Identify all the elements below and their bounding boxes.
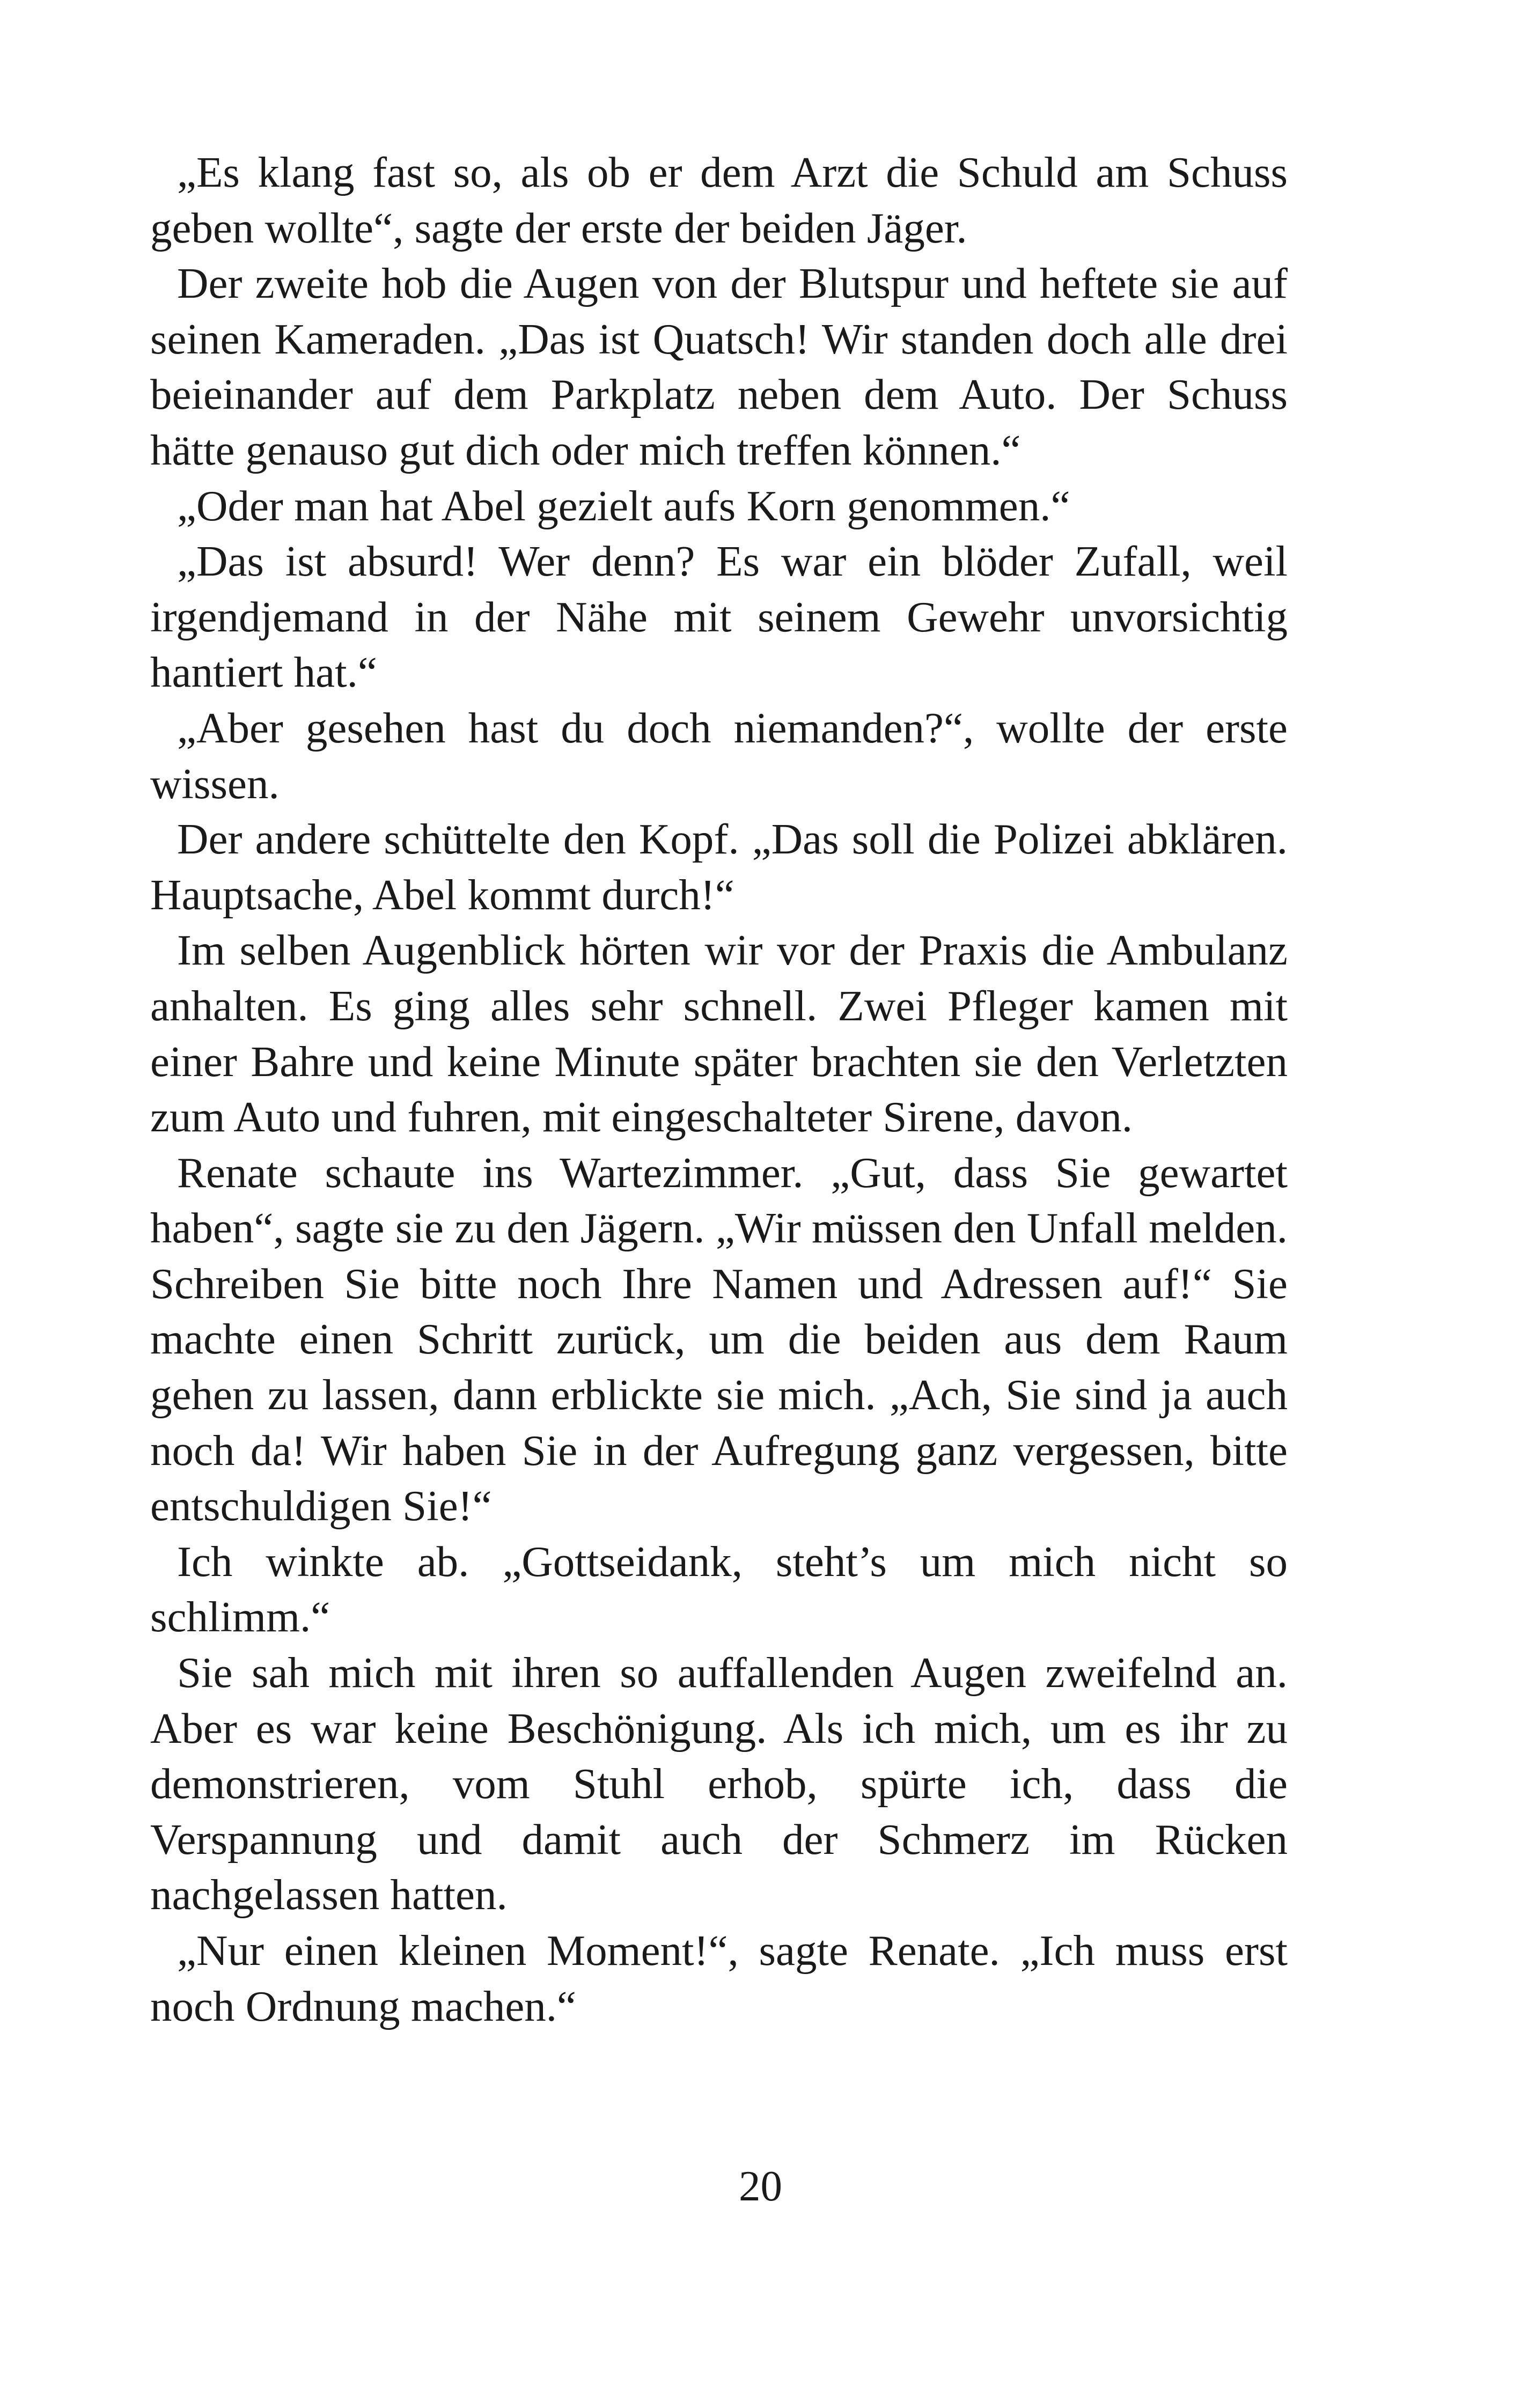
paragraph: „Aber gesehen hast du doch niemanden?“, wollte der erste wissen. [150,703,1288,808]
paragraph: Der zweite hob die Augen von der Blutspur und heftete sie auf seinen Kameraden. „Das ist Quatsch! Wir standen doch alle drei beieinander auf dem Parkplatz neben dem Auto. Der Schuss hätte genauso gut dich oder mich treffen können.“ [150,259,1288,474]
paragraph: Der andere schüttelte den Kopf. „Das soll die Polizei abklären. Hauptsache, Abel kommt durch!“ [150,815,1288,919]
paragraph: „Es klang fast so, als ob er dem Arzt die Schuld am Schuss geben wollte“, sagte der erste der beiden Jäger. [150,148,1288,252]
paragraph: Sie sah mich mit ihren so auffallenden Augen zweifelnd an. Aber es war keine Beschönigung. Als ich mich, um es ihr zu demonstrieren, vom Stuhl erhob, spürte ich, dass die Verspannung und damit auch der Schmerz im Rücken nachgelassen hatten. [150,1648,1288,1919]
paragraph: „Das ist absurd! Wer denn? Es war ein blöder Zufall, weil irgendjemand in der Nähe mit seinem Gewehr unvorsichtig hantiert hat.“ [150,537,1288,697]
body-text [150,145,1288,2034]
paragraph: Renate schaute ins Wartezimmer. „Gut, dass Sie gewartet haben“, sagte sie zu den Jägern. „Wir müssen den Unfall melden. Schreiben Sie bitte noch Ihre Namen und Adressen auf!“ Sie machte einen Schritt zurück, um die beiden aus dem Raum gehen zu lassen, dann erblickte sie mich. „Ach, Sie sind ja auch noch da! Wir haben Sie in der Aufregung ganz vergessen, bitte entschuldigen Sie!“ [150,1148,1288,1530]
paragraph: Ich winkte ab. „Gottseidank, steht’s um mich nicht so schlimm.“ [150,1537,1288,1641]
page-number: 20 [739,2162,782,2210]
paragraph: „Nur einen kleinen Moment!“, sagte Renate. „Ich muss erst noch Ordnung machen.“ [150,1926,1288,2030]
paragraph: „Oder man hat Abel gezielt aufs Korn genommen.“ [177,481,1070,530]
paragraph: Im selben Augenblick hörten wir vor der Praxis die Ambulanz anhalten. Es ging alles sehr schnell. Zwei Pfleger kamen mit einer Bahre und keine Minute später brachten sie den Verletzten zum Auto und fuhren, mit eingeschalteter Sirene, davon. [150,926,1288,1142]
